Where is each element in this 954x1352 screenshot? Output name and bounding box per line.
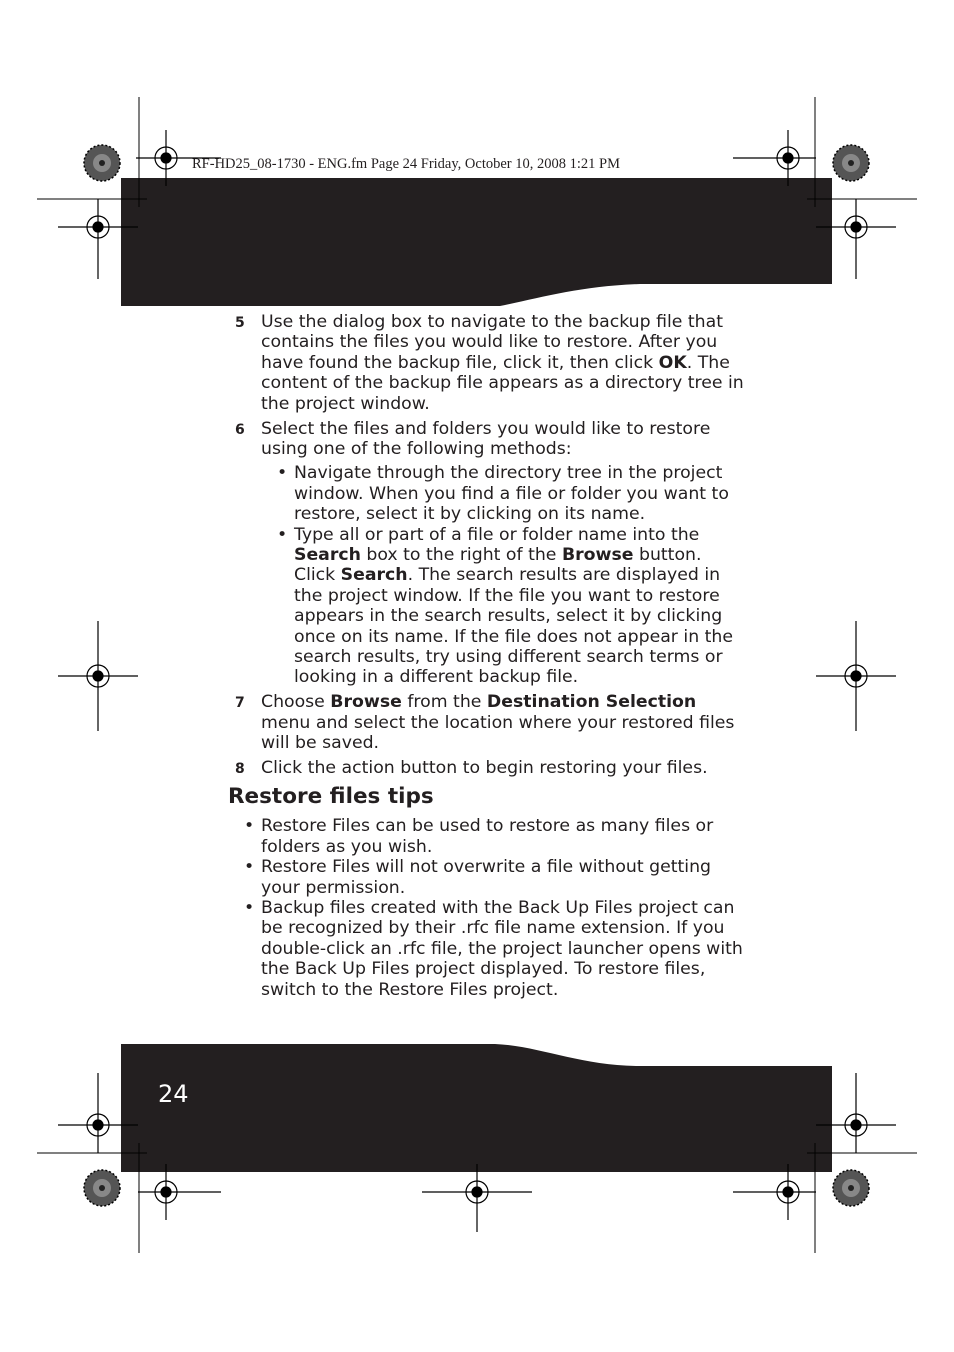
list-item: [228, 898, 748, 1000]
bullet-icon: •: [244, 898, 255, 919]
list-item: [261, 463, 748, 524]
search-label: Search: [294, 544, 361, 565]
step-text: Select the files and folders you would like to restore using one of the following methods:: [261, 418, 711, 459]
step-8: [228, 758, 748, 778]
step-number: 5: [235, 315, 245, 331]
step-5: [228, 312, 748, 414]
step-number: 7: [235, 695, 245, 712]
bullet-icon: •: [244, 857, 255, 878]
step-6: [228, 419, 748, 688]
list-item-text: box to the right of the: [360, 544, 562, 565]
print-header: RF-HD25_08-1730 - ENG.fm Page 24 Friday, October 10, 2008 1:21 PM: [192, 156, 620, 172]
section-heading: Restore files tips: [228, 784, 434, 810]
bullet-icon: •: [277, 463, 288, 484]
list-item: [228, 816, 748, 857]
tips-list: [228, 816, 748, 1000]
step-number: 8: [235, 761, 245, 778]
browse-label: Browse: [330, 692, 402, 713]
page-content: [228, 312, 748, 1000]
step-number: 6: [235, 421, 245, 438]
list-item-text: Backup files created with the Back Up Files project can be recognized by their .rfc file name extension. If you double-click an .rfc file, the project launcher opens with the Back Up Files project displayed. To restore files, switch to the Restore Files project.: [261, 898, 743, 1000]
list-item-text: Type all or part of a file or folder name into the: [294, 524, 700, 545]
destination-selection-label: Destination Selection: [486, 692, 697, 713]
search-label: Search: [340, 565, 408, 586]
top-band: [121, 178, 832, 306]
list-item: [228, 857, 748, 898]
browse-label: Browse: [561, 544, 634, 565]
list-item-text: Restore Files will not overwrite a file without getting your permission.: [261, 857, 712, 898]
step-7: [228, 692, 748, 753]
step-text: Choose: [261, 692, 331, 713]
bullet-icon: •: [244, 816, 255, 837]
step-text: . The content of the backup file appears as a directory tree in the project window.: [261, 352, 744, 414]
step-text: menu and select the location where your restored files will be saved.: [261, 712, 735, 754]
step-text: from the: [401, 692, 487, 713]
list-item-text: Restore Files can be used to restore as many files or folders as you wish.: [261, 816, 714, 857]
bottom-band: [121, 1044, 832, 1172]
list-item-text: button. Click: [294, 544, 702, 586]
list-item-text: . The search results are displayed in the project window. If the file you want to restore appears in the search results, select it by clicking once on its name. If the file does not appear in the search results, try using different search terms or looking in a different backup file.: [294, 565, 734, 688]
page-number: 24: [158, 1080, 189, 1108]
ok-label: OK: [658, 352, 687, 373]
bullet-icon: •: [277, 524, 288, 545]
method-list: [261, 463, 748, 687]
list-item-text: Navigate through the directory tree in the project window. When you find a file or folder you want to restore, select it by clicking on its name.: [294, 463, 729, 525]
list-item: [261, 525, 748, 688]
step-text: Click the action button to begin restoring your files.: [261, 758, 708, 779]
step-text: Use the dialog box to navigate to the backup file that contains the files you would like to restore. After you have found the backup file, click it, then click: [261, 312, 723, 373]
